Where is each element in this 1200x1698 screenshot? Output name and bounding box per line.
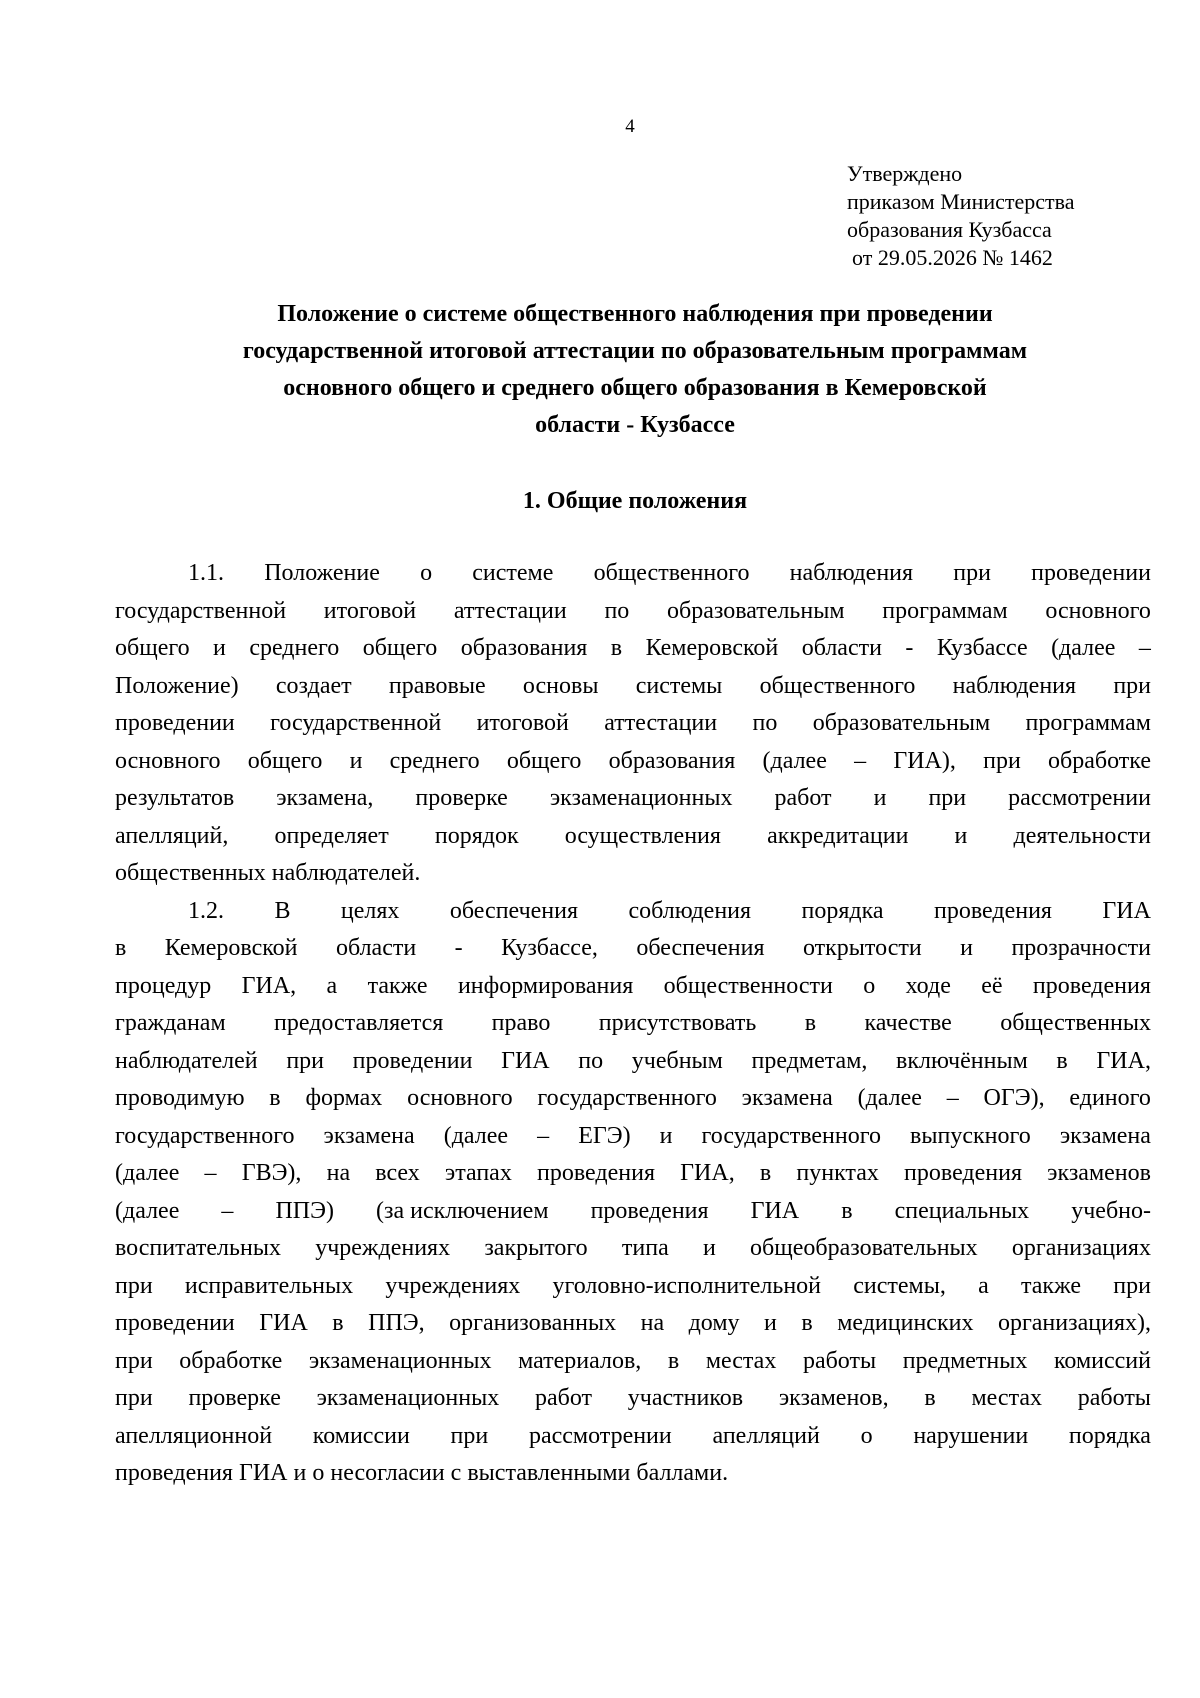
word: обеспечения bbox=[636, 935, 765, 961]
paragraph-line bbox=[115, 743, 1151, 781]
word: ГВЭ), bbox=[241, 1160, 302, 1186]
word: о bbox=[420, 560, 433, 586]
word: в bbox=[804, 1010, 817, 1036]
word: всех bbox=[375, 1160, 420, 1186]
word: по bbox=[604, 597, 630, 624]
paragraph-line bbox=[115, 1268, 1151, 1306]
word: качестве bbox=[864, 1010, 952, 1036]
document-title bbox=[120, 296, 1150, 444]
word: ГИА bbox=[750, 1197, 800, 1224]
word: закрытого bbox=[484, 1235, 588, 1261]
word: местах bbox=[971, 1385, 1043, 1411]
paragraph-line bbox=[115, 1455, 1151, 1493]
word: проведения bbox=[904, 1160, 1022, 1186]
word: в bbox=[610, 635, 623, 661]
word: государственного bbox=[701, 1122, 881, 1149]
paragraph-line bbox=[115, 1380, 1151, 1418]
word: образовательным bbox=[812, 710, 991, 736]
word: а bbox=[326, 972, 338, 999]
word: порядок bbox=[434, 822, 519, 849]
word: экзамена bbox=[741, 1085, 833, 1111]
word: по bbox=[752, 710, 778, 736]
word: экзаменационных bbox=[316, 1385, 500, 1411]
paragraph-line bbox=[115, 1305, 1151, 1343]
word: общественных bbox=[1000, 1010, 1151, 1036]
word: экзамена, bbox=[276, 785, 374, 811]
word: медицинских bbox=[837, 1310, 974, 1336]
word: (за исключением bbox=[376, 1197, 549, 1224]
word: материалов, bbox=[518, 1347, 642, 1374]
approval-line: Утверждено bbox=[847, 161, 963, 186]
word: и bbox=[960, 935, 973, 961]
word: в bbox=[801, 1310, 813, 1336]
word: экзамена bbox=[1059, 1122, 1151, 1149]
word: в bbox=[332, 1310, 344, 1336]
word: основы bbox=[522, 672, 599, 699]
word: комиссии bbox=[312, 1422, 410, 1449]
word: и bbox=[659, 1122, 673, 1149]
word: основного bbox=[1045, 597, 1151, 624]
paragraph-line bbox=[115, 1193, 1151, 1231]
word: ЕГЭ) bbox=[578, 1122, 631, 1149]
word: Кемеровской bbox=[645, 635, 779, 661]
word: экзаменов bbox=[1047, 1160, 1151, 1186]
word: в bbox=[924, 1385, 936, 1411]
word: на bbox=[640, 1310, 665, 1336]
word: учреждениях bbox=[385, 1272, 521, 1299]
paragraph-line bbox=[115, 1118, 1151, 1156]
word: прозрачности bbox=[1011, 935, 1151, 961]
paragraph-line bbox=[115, 705, 1151, 743]
word: наблюдения bbox=[789, 560, 914, 586]
word: наблюдателей bbox=[115, 1047, 258, 1074]
word: в bbox=[1056, 1047, 1068, 1074]
word: открытости bbox=[802, 935, 922, 961]
word: при bbox=[1113, 672, 1151, 699]
word: ППЭ) bbox=[275, 1197, 334, 1224]
word: о bbox=[863, 972, 876, 999]
word: уголовно-исполнительной bbox=[552, 1272, 822, 1299]
word: воспитательных bbox=[115, 1235, 281, 1261]
word: ППЭ, bbox=[368, 1310, 425, 1336]
word: работ bbox=[774, 785, 832, 811]
paragraph-line bbox=[115, 818, 1151, 856]
word: при bbox=[115, 1347, 153, 1374]
word: при bbox=[1113, 1272, 1151, 1299]
word: среднего bbox=[389, 747, 480, 774]
word: государственного bbox=[115, 1122, 295, 1149]
paragraph bbox=[115, 893, 1151, 1493]
word: области bbox=[335, 935, 417, 961]
word: проведения bbox=[537, 1160, 655, 1186]
word: наблюдения bbox=[952, 672, 1077, 699]
paragraph-line bbox=[115, 555, 1151, 593]
word: процедур bbox=[115, 972, 212, 999]
word: (далее bbox=[762, 747, 827, 774]
word: при bbox=[115, 1272, 153, 1299]
word: ГИА bbox=[1102, 897, 1151, 924]
word: порядка bbox=[801, 897, 884, 924]
word: (далее bbox=[115, 1160, 180, 1186]
word: общего bbox=[506, 747, 582, 774]
approval-line: образования Кузбасса bbox=[847, 217, 1052, 242]
word: организациях bbox=[1011, 1235, 1151, 1261]
word: нарушении bbox=[913, 1422, 1029, 1449]
word: государственной bbox=[115, 597, 287, 624]
word: – bbox=[221, 1197, 234, 1224]
word: при bbox=[286, 1047, 324, 1074]
word: ГИА bbox=[259, 1310, 308, 1336]
paragraph-line bbox=[115, 668, 1151, 706]
word: в bbox=[115, 935, 127, 961]
word: единого bbox=[1069, 1085, 1151, 1111]
title-line: области - Кузбассе bbox=[535, 412, 735, 438]
word: Кузбассе bbox=[936, 635, 1028, 661]
word: общественных наблюдателей. bbox=[115, 860, 421, 886]
word: правовые bbox=[388, 672, 486, 699]
page-number: 4 bbox=[625, 116, 635, 137]
word: В bbox=[274, 897, 291, 924]
word: итоговой bbox=[323, 597, 417, 624]
word: при bbox=[983, 747, 1021, 774]
title-line: Положение о системе общественного наблюдения при проведении bbox=[277, 301, 993, 327]
word: общего bbox=[115, 635, 190, 661]
word: Положение bbox=[264, 560, 380, 586]
paragraph-line bbox=[115, 1080, 1151, 1118]
word: проведения bbox=[590, 1197, 709, 1224]
word: осуществления bbox=[564, 822, 721, 849]
word: её bbox=[981, 972, 1003, 999]
word: апелляционной bbox=[115, 1422, 273, 1449]
word: программам bbox=[882, 597, 1008, 624]
word: проведения ГИА и о несогласии с выставленными баллами. bbox=[115, 1460, 729, 1486]
word: создает bbox=[275, 672, 352, 699]
word: о bbox=[860, 1422, 873, 1449]
title-line: государственной итоговой аттестации по образовательным программам bbox=[242, 338, 1028, 364]
paragraph bbox=[115, 555, 1151, 893]
paragraph-line bbox=[115, 893, 1151, 931]
word: обработке bbox=[1048, 747, 1151, 774]
word: – bbox=[946, 1085, 959, 1111]
word: при bbox=[928, 785, 967, 811]
word: - bbox=[905, 635, 914, 661]
word: апелляций bbox=[712, 1422, 820, 1449]
word: присутствовать bbox=[598, 1010, 757, 1036]
word: и bbox=[213, 635, 226, 661]
section-heading: 1. Общие положения bbox=[522, 488, 748, 514]
word: право bbox=[491, 1010, 551, 1036]
word: ГИА bbox=[501, 1047, 550, 1074]
word: ГИА, bbox=[241, 972, 297, 999]
word: проверке bbox=[188, 1385, 281, 1411]
word: ГИА), bbox=[893, 747, 956, 774]
word: пунктах bbox=[796, 1160, 879, 1186]
word: области bbox=[801, 635, 882, 661]
paragraph-line bbox=[115, 780, 1151, 818]
paragraph-line bbox=[115, 1343, 1151, 1381]
word: предоставляется bbox=[274, 1010, 444, 1036]
approval-line: приказом Министерства bbox=[847, 189, 1075, 214]
word: проведении bbox=[1031, 560, 1151, 586]
word: гражданам bbox=[115, 1010, 226, 1036]
word: участников bbox=[627, 1385, 744, 1411]
paragraph-line bbox=[115, 968, 1151, 1006]
word: программам bbox=[1025, 710, 1151, 736]
word: результатов bbox=[115, 785, 235, 811]
word: рассмотрении bbox=[528, 1422, 672, 1449]
paragraph-line bbox=[115, 855, 1151, 893]
word: – bbox=[854, 747, 867, 774]
body-text bbox=[115, 555, 1151, 1493]
word: общественного bbox=[759, 672, 916, 699]
paragraph-line bbox=[115, 1230, 1151, 1268]
word: образования bbox=[460, 635, 588, 661]
word: и bbox=[349, 747, 363, 774]
word: проведения bbox=[1032, 972, 1151, 999]
word: учреждениях bbox=[315, 1235, 451, 1261]
word: (далее bbox=[857, 1085, 922, 1111]
word: предметных bbox=[902, 1347, 1028, 1374]
word: работы bbox=[1077, 1385, 1151, 1411]
word: работ bbox=[534, 1385, 593, 1411]
word: ОГЭ), bbox=[983, 1085, 1045, 1111]
word: 1.2. bbox=[188, 897, 224, 924]
word: специальных bbox=[894, 1197, 1030, 1224]
word: в bbox=[667, 1347, 680, 1374]
word: Кемеровской bbox=[164, 935, 298, 961]
word: государственной bbox=[270, 710, 442, 736]
word: общественности bbox=[663, 972, 833, 999]
word: основного bbox=[407, 1085, 513, 1111]
word: 1.1. bbox=[188, 560, 224, 586]
word: образовательным bbox=[667, 597, 845, 624]
word: – bbox=[204, 1160, 217, 1186]
word: при bbox=[450, 1422, 489, 1449]
word: аттестации bbox=[453, 597, 567, 624]
title-line: основного общего и среднего общего образования в Кемеровской bbox=[283, 375, 987, 401]
word: в bbox=[269, 1085, 281, 1111]
word: проведении bbox=[115, 710, 235, 736]
word: и bbox=[873, 785, 887, 811]
word: общеобразовательных bbox=[750, 1235, 978, 1261]
paragraph-line bbox=[115, 630, 1151, 668]
word: работы bbox=[802, 1347, 877, 1374]
word: выпускного bbox=[910, 1122, 1031, 1149]
word: – bbox=[1138, 635, 1151, 661]
paragraph-line bbox=[115, 1043, 1151, 1081]
word: на bbox=[326, 1160, 351, 1186]
word: системы, bbox=[853, 1272, 946, 1299]
word: местах bbox=[705, 1347, 777, 1374]
word: итоговой bbox=[476, 710, 569, 736]
word: экзамена bbox=[323, 1122, 415, 1149]
word: государственного bbox=[537, 1085, 717, 1111]
word: в bbox=[759, 1160, 772, 1186]
word: также bbox=[1020, 1272, 1081, 1299]
word: предметам, bbox=[751, 1047, 868, 1074]
word: проверке bbox=[415, 785, 508, 811]
word: и bbox=[764, 1310, 777, 1336]
word: формах bbox=[305, 1085, 383, 1111]
word: аккредитации bbox=[767, 822, 909, 849]
word: при bbox=[953, 560, 991, 586]
word: типа bbox=[621, 1235, 669, 1261]
paragraph-line bbox=[115, 1155, 1151, 1193]
word: информирования bbox=[457, 972, 634, 999]
word: комиссий bbox=[1053, 1347, 1151, 1374]
word: по bbox=[578, 1047, 604, 1074]
word: деятельности bbox=[1013, 822, 1151, 849]
paragraph-line bbox=[115, 930, 1151, 968]
word: среднего bbox=[249, 635, 340, 661]
word: целях bbox=[340, 897, 400, 924]
word: обеспечения bbox=[449, 897, 579, 924]
paragraph-line bbox=[115, 1005, 1151, 1043]
word: аттестации bbox=[604, 710, 718, 736]
paragraph-line bbox=[115, 593, 1151, 631]
word: порядка bbox=[1068, 1422, 1151, 1449]
approval-line: от 29.05.2026 № 1462 bbox=[852, 245, 1053, 270]
word: также bbox=[367, 972, 428, 999]
word: экзаменационных bbox=[308, 1347, 492, 1374]
word: проводимую bbox=[115, 1085, 245, 1111]
word: ГИА, bbox=[1096, 1047, 1151, 1074]
word: системы bbox=[635, 672, 723, 699]
word: этапах bbox=[444, 1160, 512, 1186]
word: Кузбассе, bbox=[501, 935, 598, 961]
approval-block bbox=[847, 160, 1075, 272]
word: (далее bbox=[443, 1122, 509, 1149]
word: системе bbox=[472, 560, 554, 586]
word: учебно- bbox=[1071, 1197, 1151, 1224]
word: образования bbox=[608, 747, 736, 774]
word: проведения bbox=[934, 897, 1052, 924]
word: экзаменационных bbox=[549, 785, 733, 811]
word: организованных bbox=[449, 1310, 617, 1336]
word: апелляций, bbox=[115, 822, 229, 849]
word: (далее bbox=[1051, 635, 1116, 661]
word: общего bbox=[362, 635, 438, 661]
word: организациях), bbox=[997, 1310, 1151, 1336]
word: – bbox=[537, 1122, 550, 1149]
word: проведении bbox=[352, 1047, 473, 1074]
word: ходе bbox=[905, 972, 951, 999]
word: основного bbox=[115, 747, 221, 774]
word: и bbox=[702, 1235, 716, 1261]
word: - bbox=[454, 935, 463, 961]
word: обработке bbox=[179, 1347, 283, 1374]
word: и bbox=[954, 822, 968, 849]
word: экзаменов, bbox=[778, 1385, 889, 1411]
word: ГИА, bbox=[680, 1160, 735, 1186]
word: (далее bbox=[115, 1197, 180, 1224]
word: учебным bbox=[631, 1047, 723, 1074]
word: общего bbox=[247, 747, 323, 774]
word: проведении bbox=[115, 1310, 235, 1336]
word: определяет bbox=[274, 822, 389, 849]
word: Положение) bbox=[115, 672, 239, 699]
paragraph-line bbox=[115, 1418, 1151, 1456]
word: при bbox=[115, 1385, 153, 1411]
word: общественного bbox=[593, 560, 750, 586]
word: а bbox=[978, 1272, 989, 1299]
word: рассмотрении bbox=[1008, 785, 1151, 811]
word: исправительных bbox=[184, 1272, 354, 1299]
word: соблюдения bbox=[628, 897, 752, 924]
word: включённым bbox=[896, 1047, 1028, 1074]
word: дому bbox=[688, 1310, 740, 1336]
word: в bbox=[841, 1197, 853, 1224]
